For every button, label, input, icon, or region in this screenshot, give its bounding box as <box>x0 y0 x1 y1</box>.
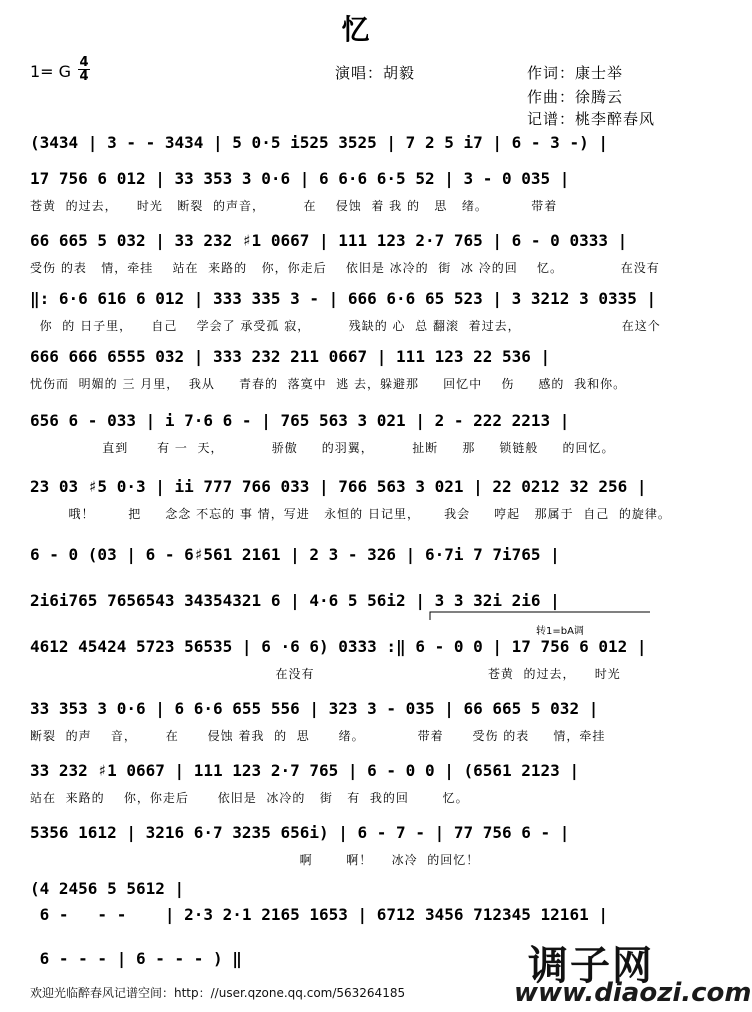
lyric-line: 直到 有 一 天， 骄傲 的羽翼， 扯断 那 锁链般 的回忆。 <box>30 441 615 455</box>
lyric-line: 断裂 的声 音， 在 侵蚀 着我 的 思 绪。 带着 受伤 的表 情，牵挂 <box>30 729 606 743</box>
score-system-9 <box>30 590 686 612</box>
score-system-3 <box>30 230 686 276</box>
lyric-line: 啊 啊！ 冰冷 的回忆！ <box>30 853 480 867</box>
notation-line: 4612 45424 5723 56535 | 6 ·6 6) 0333 :‖ 6 - 0 0 | 17 756 6 012 | <box>30 637 647 656</box>
lyric-line: 哦！ 把 念念 不忘的 事 情，写进 永恒的 日记里， 我会 哼起 那属于 自己 的旋律。 <box>30 507 671 521</box>
notation-line: 2i6i765 7656543 34354321 6 | 4·6 5 56i2 | 3 3 32i 2i6 | <box>30 591 560 610</box>
time-signature <box>78 56 90 83</box>
score-system-4 <box>30 288 686 334</box>
score-system-10 <box>30 636 686 682</box>
score-system-14 <box>30 878 686 900</box>
notation-line: 33 232 ♯1 0667 | 111 123 2·7 765 | 6 - 0 0 | (6561 2123 | <box>30 761 580 780</box>
notation-line: 17 756 6 012 | 33 353 3 0·6 | 6 6·6 6·5 52 | 3 - 0 035 | <box>30 169 570 188</box>
notation-line: 6 - - - | 2·3 2·1 2165 1653 | 6712 3456 712345 12161 | <box>30 905 608 924</box>
transcriber-credit: 记谱：桃李醉春风 <box>527 110 656 128</box>
score-system-12 <box>30 760 686 806</box>
notation-line: 6 - - - | 6 - - - ) ‖ <box>30 949 242 968</box>
composer-credit: 作曲：徐腾云 <box>527 88 624 106</box>
lyric-line: 在没有 苍黄 的过去， 时光 <box>30 667 621 681</box>
lyric-line: 你 的 日子里， 自己 学会了 承受孤 寂， 残缺的 心 总 翻滚 着过去， 在这个 <box>30 319 661 333</box>
notation-line: 666 666 6555 032 | 333 232 211 0667 | 111 123 22 536 | <box>30 347 551 366</box>
key-signature: 1= G <box>30 62 72 81</box>
notation-line: (4 2456 5 5612 | <box>30 879 185 898</box>
lyric-line: 忧伤而 明媚的 三 月里， 我从 青春的 落寞中 逃 去，躲避那 回忆中 伤 感的 我和你。 <box>30 377 627 391</box>
singer-credit: 演唱：胡毅 <box>335 64 416 82</box>
notation-line: ‖: 6·6 616 6 012 | 333 335 3 - | 666 6·6 65 523 | 3 3212 3 0335 | <box>30 289 657 308</box>
notation-line: 6 - 0 (03 | 6 - 6♯561 2161 | 2 3 - 326 | 6·7i 7 7i765 | <box>30 545 560 564</box>
score-system-7 <box>30 476 686 522</box>
song-title: 忆 <box>341 13 372 46</box>
score-system-13 <box>30 822 686 868</box>
score-system-15 <box>30 904 686 926</box>
notation-line: 656 6 - 033 | i 7·6 6 - | 765 563 3 021 | 2 - 222 2213 | <box>30 411 570 430</box>
lyric-line: 苍黄 的过去， 时光 断裂 的声音， 在 侵蚀 着 我 的 思 绪。 带着 <box>30 199 558 213</box>
score-system-5 <box>30 346 686 392</box>
notation-line: 33 353 3 0·6 | 6 6·6 655 556 | 323 3 - 035 | 66 665 5 032 | <box>30 699 599 718</box>
notation-line: 5356 1612 | 3216 6·7 3235 656i) | 6 - 7 - | 77 756 6 - | <box>30 823 570 842</box>
score-system-2 <box>30 168 686 214</box>
score-system-8 <box>30 544 686 566</box>
score-system-11 <box>30 698 686 744</box>
notation-line: 23 03 ♯5 0·3 | ii 777 766 033 | 766 563 3 021 | 22 0212 32 256 | <box>30 477 647 496</box>
footer-credit: 欢迎光临醉春风记谱空间：http：//user.qzone.qq.com/563264185 <box>30 986 406 1000</box>
watermark-logo: 调子网 <box>528 943 654 989</box>
watermark-url: www.diaozi.com <box>514 978 752 1008</box>
lyric-line: 站在 来路的 你，你走后 依旧是 冰冷的 街 有 我的回 忆。 <box>30 791 469 805</box>
meter-top: 4 <box>79 55 89 70</box>
lyricist-credit: 作词：康士举 <box>527 64 624 82</box>
lyric-line: 受伤 的表 情，牵挂 站在 来路的 你，你走后 依旧是 冰冷的 街 冰 冷的回 忆。 在没有 <box>30 261 660 275</box>
notation-line: 66 665 5 032 | 33 232 ♯1 0667 | 111 123 2·7 765 | 6 - 0 0333 | <box>30 231 628 250</box>
modulation-note: 转1=bA调 <box>536 626 584 637</box>
meter-bottom: 4 <box>79 69 89 84</box>
notation-line: (3434 | 3 - - 3434 | 5 0·5 i525 3525 | 7 2 5 i7 | 6 - 3 -) | <box>30 133 608 152</box>
score-system-6 <box>30 410 686 456</box>
